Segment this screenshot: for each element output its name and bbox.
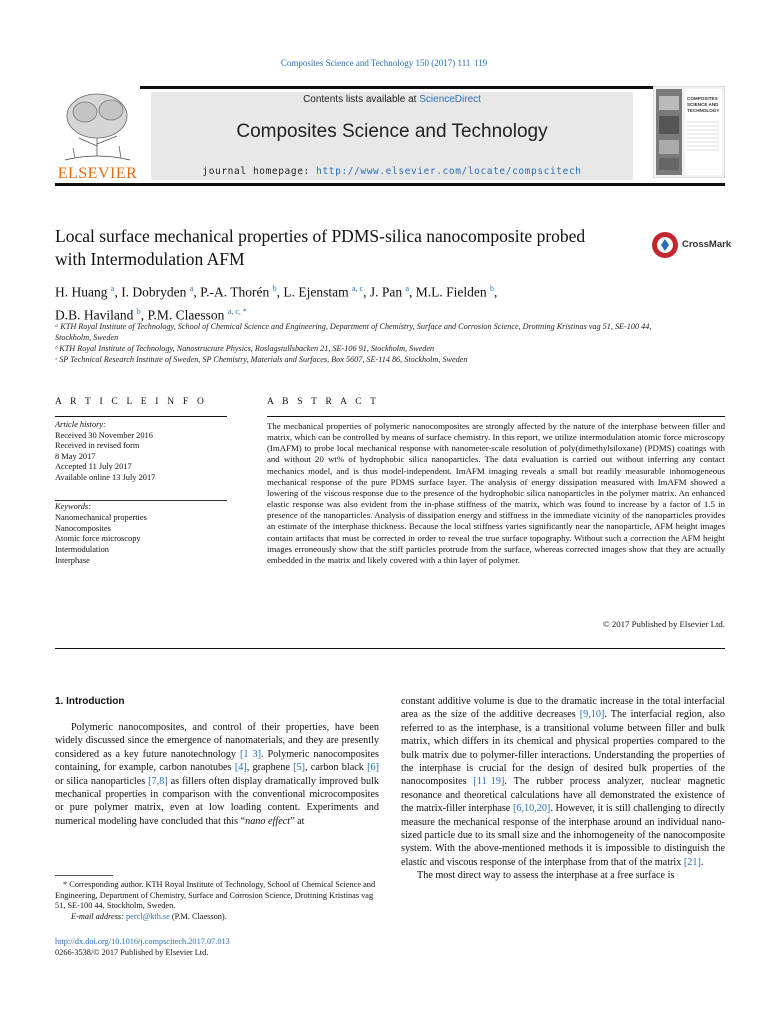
cover-title-line-1: COMPOSITES (687, 96, 718, 101)
author-name[interactable]: D.B. Haviland (55, 307, 134, 322)
author-affil-mark[interactable]: b (490, 284, 495, 293)
citation-link[interactable]: [11 19] (473, 776, 505, 788)
doi-link[interactable]: http://dx.doi.org/10.1016/j.compscitech.2017.07.013 (55, 937, 230, 946)
doi-block (55, 937, 379, 958)
corresponding-author-text: * Corresponding author. KTH Royal Institute of Technology, School of Chemical Science and Engineering, Department of Chemistry, Surface and Corrosion Science, Drottning Kristinas vag 51, SE-100 44, Stockholm, Sweden. (55, 880, 376, 911)
homepage-link[interactable]: http://www.elsevier.com/locate/compscitech (316, 166, 582, 177)
citation-link[interactable]: [9,10] (579, 709, 605, 721)
journal-title: Composites Science and Technology (236, 121, 548, 142)
crossmark-label: CrossMark (682, 239, 732, 250)
footnote-rule (55, 875, 113, 876)
history-item: Available online 13 July 2017 (55, 472, 156, 482)
contents-line (151, 94, 633, 105)
crossmark-icon (651, 230, 679, 260)
corresponding-author-footnote (55, 880, 379, 922)
body-text: , carbon black (305, 762, 368, 774)
body-text: . However, it is still challenging to directly measure the mechanical response of the interphase around an individual nano-sized particle due to its small size and the inhomogeneity of the nanocomposite system. With the above-mentioned methods it is impossible to distinguish the elastic and viscous response of the interphase from that of the matrix (401, 803, 725, 868)
homepage-prefix: journal homepage: (202, 166, 317, 177)
author-name[interactable]: J. Pan (369, 284, 403, 300)
contents-prefix: Contents lists available at (303, 94, 420, 105)
author-name[interactable]: H. Huang (55, 284, 108, 300)
citation-link[interactable]: [6,10,20] (512, 803, 551, 815)
citation-link[interactable]: [1 3] (239, 748, 262, 760)
citation-link[interactable]: [6] (367, 762, 379, 774)
body-right-column (401, 695, 725, 883)
body-top-rule (55, 648, 725, 649)
citation-link[interactable]: [21] (683, 856, 701, 868)
sciencedirect-link[interactable]: ScienceDirect (419, 94, 481, 105)
citation-link[interactable]: [4] (234, 762, 247, 774)
cover-title-line-2: SCIENCE AND (687, 102, 719, 107)
author-affil-mark[interactable]: b (136, 306, 141, 316)
keyword: Intermodulation (55, 545, 109, 555)
affiliations (55, 321, 655, 365)
author-affil-mark[interactable]: a, c (351, 284, 364, 293)
author-name[interactable]: L. Ejenstam (283, 284, 349, 300)
author-name[interactable]: I. Dobryden (121, 284, 187, 300)
abstract-rule (267, 416, 725, 417)
journal-cover-thumbnail[interactable] (653, 86, 725, 178)
body-text: as fillers often display dramatically improved bulk mechanical properties in comparison with the conventional microcomposites or pure polymer matrix, even at low loading content. Experiments and numerical modeling have concluded that this “ (55, 775, 380, 827)
info-separator (55, 500, 227, 501)
keyword: Nanomechanical properties (55, 512, 147, 522)
author-affil-mark[interactable]: a (405, 284, 410, 293)
keyword: Nanocomposites (55, 523, 111, 533)
body-text: constant additive volume is due to the dramatic increase in the total interfacial area as the size of the additive decreases (401, 696, 725, 721)
body-text: . Polymeric nanocomposites containing, for example, carbon nanotubes (55, 748, 379, 774)
header-bottom-rule (55, 183, 725, 186)
article-info-heading: A R T I C L E I N F O (55, 397, 208, 407)
keywords-label: Keywords: (55, 502, 91, 511)
author-affil-mark[interactable]: a (110, 284, 115, 293)
body-text: , graphene (246, 762, 294, 774)
author-affil-mark[interactable]: a, c, * (227, 306, 247, 316)
keyword: Atomic force microscopy (55, 534, 141, 544)
crossmark-badge[interactable] (651, 230, 731, 260)
affiliation-b: ᵇ KTH Royal Institute of Technology, Nanostructure Physics, Roslagstullsbacken 21, SE-106 91, Stockholm, Sweden (55, 344, 435, 353)
history-item: Received 30 November 2016 (55, 430, 153, 440)
history-item: Accepted 11 July 2017 (55, 462, 132, 472)
author-affil-mark[interactable]: a (189, 284, 194, 293)
journal-homepage (151, 166, 633, 177)
article-info-rule (55, 416, 227, 417)
body-text: or silica nanoparticles (55, 775, 149, 787)
body-text: . The interfacial region, also referred to as the interphase, is a transitional volume between filler and bulk matrix, which differs in its chemical and physical properties compared to the bulk matrix due to polymer-filler interactions. Understanding the properties of the interphase is crucial for the design of desired bulk properties of the nanocomposites (401, 709, 725, 788)
intro-paragraph (55, 721, 379, 828)
body-left-column (55, 721, 379, 828)
email-owner: (P.M. Claesson). (169, 911, 227, 921)
publisher-name[interactable]: ELSEVIER (57, 165, 138, 182)
abstract-text: The mechanical properties of polymeric nanocomposites are strongly affected by the nature of the interphase between filler and matrix, which can be controlled by means of surface chemistry. In this report, we utilize intermodulation atomic force microscopy (ImAFM) to probe local mechanical response with nanometer-scale resolution of poly(dimethylsiloxane) (PDMS) coatings with and without 20 wt% of hydrophobic silica nanoparticles. The data evaluation is carried out without inferring any contact mechanics model, and is thus model-independent. ImAFM imaging reveals a small but readily measurable inhomogeneous mechanical response of the pure PDMS surface layer. The analysis of energy dissipation measured with ImAFM showed a lowering of the viscous response due to the presence of the hydrophobic silica nanoparticles in the polymer matrix. An enhanced elastic response was also evident from the in-phase stiffness of the matrix, which was found to increase by a factor of 1.5 in presence of the nanoparticles. Analysis of dissipation energy and stiffness in the immediate vicinity of the nanoparticles provides an estimate of the interphase thickness. Because the local stiffness varies significantly near the nanoparticle, AFM height images contain artifacts that must be corrected in order to reveal the true surface topography. Without such a correction the AFM height images erroneously show that the stiff particles protrude from the surface, whereas corrected images show that they are actually embedded in the matrix and likely covered with a thin layer of polymer. (267, 421, 725, 565)
issn-line: 0266-3538/© 2017 Published by Elsevier Ltd. (55, 947, 209, 957)
email-label: E-mail address: (71, 911, 124, 921)
intro-paragraph-2: The most direct way to assess the interphase at a free surface is (417, 870, 675, 882)
author-name[interactable]: P.M. Claesson (147, 307, 225, 322)
author-list: H. Huang $^a$, I. Dobryden $^a$, P.-A. Thorén $^b$, L. Ejenstam $^{a, c}$, J. Pan $^a$, M.L. Fielden $^b$, D.B. Haviland $^b$, P.M. Claesson $^{a, c, *}$ (55, 284, 498, 322)
citation-link[interactable]: [7,8] (148, 775, 168, 787)
abstract-heading: A B S T R A C T (267, 397, 380, 407)
history-item: 8 May 2017 (55, 451, 96, 461)
citation-link[interactable]: [5] (293, 762, 305, 774)
article-title: Local surface mechanical properties of PDMS-silica nanocomposite probed with Intermodulation AFM (55, 226, 586, 269)
author-name[interactable]: M.L. Fielden (415, 284, 487, 300)
affiliation-a: ᵃ KTH Royal Institute of Technology, School of Chemical Science and Engineering, Department of Chemistry, Surface and Corrosion Science, Drottning Kristinas vag 51, SE-100 44, Stockholm, Sweden (55, 322, 652, 342)
body-emphasis: nano effect (245, 815, 291, 827)
history-label: Article history: (55, 420, 106, 429)
body-text: ” at (290, 815, 305, 827)
body-text: . The rubber process analyzer, nuclear magnetic resonance and theoretical calculations have all demonstrated the existence of the matrix-filler interphase (401, 776, 725, 815)
body-text: Polymeric nanocomposites, and control of their properties, have been widely discussed since the emergence of nanomaterials, and they are presently considered as a key future nanotechnology (55, 722, 379, 760)
author-affil-mark[interactable]: b (272, 284, 277, 293)
abstract-copyright: © 2017 Published by Elsevier Ltd. (602, 619, 725, 629)
keywords (55, 502, 227, 567)
keyword: Interphase (55, 555, 90, 565)
running-head[interactable]: Composites Science and Technology 150 (2017) 111 119 (280, 58, 488, 68)
history-item: Received in revised form (55, 441, 140, 451)
author-name[interactable]: P.-A. Thorén (200, 284, 270, 300)
affiliation-c: ᶜ SP Technical Research Institute of Sweden, SP Chemistry, Materials and Surfaces, Box 5607, SE-114 86, Stockholm, Sweden (55, 355, 468, 364)
intro-paragraph-continued (401, 695, 725, 869)
section-heading-introduction: 1. Introduction (55, 696, 125, 707)
header-top-rule (55, 86, 725, 89)
article-history (55, 420, 227, 484)
email-link[interactable]: percl@kth.se (126, 911, 170, 921)
cover-title-line-3: TECHNOLOGY (687, 108, 720, 113)
body-text: . (700, 856, 704, 868)
